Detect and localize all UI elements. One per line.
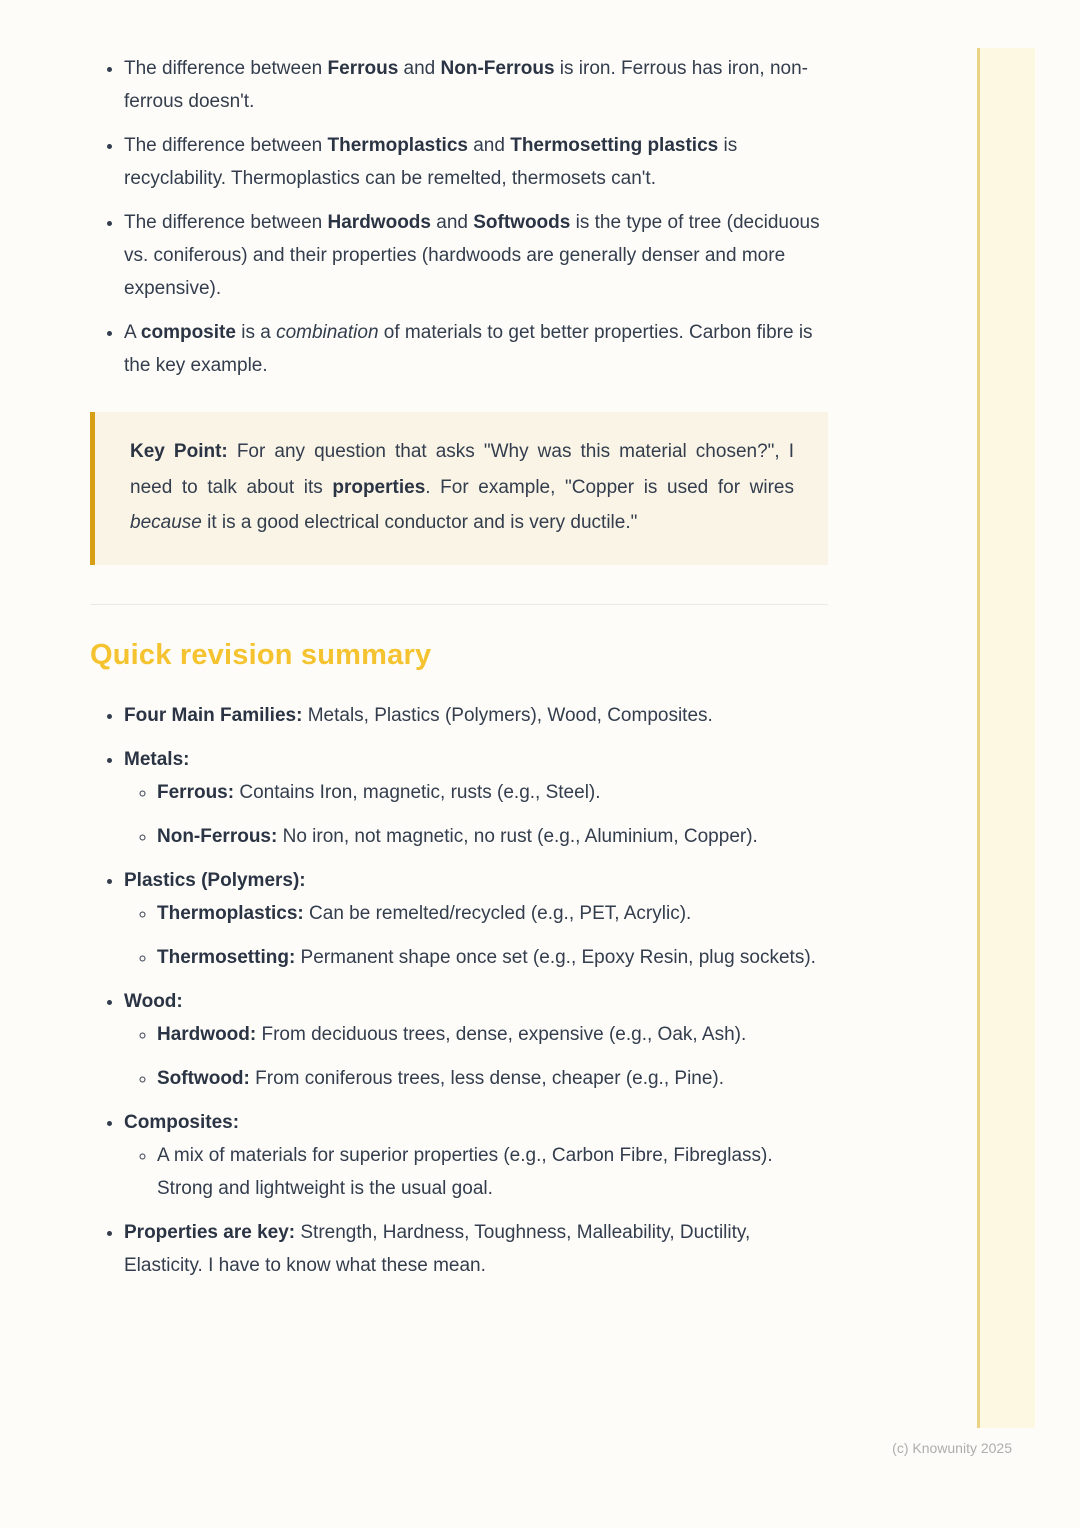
summary-item-sublist xyxy=(124,1139,830,1205)
copyright-footer xyxy=(892,1440,1012,1456)
bullet-item xyxy=(124,206,830,305)
text-segment: Hardwoods xyxy=(327,212,431,233)
sub-list-item xyxy=(157,941,830,974)
text-segment: Contains Iron, magnetic, rusts (e.g., Steel). xyxy=(234,781,601,803)
text-segment: is iron. Ferrous has iron, non-ferrous doesn't. xyxy=(124,58,808,112)
text-segment: is recyclability. Thermoplastics can be remelted, thermosets can't. xyxy=(124,135,738,189)
text-segment: Ferrous: xyxy=(157,781,235,803)
text-segment: composite xyxy=(140,322,236,343)
text-segment: The difference between xyxy=(124,212,328,233)
revision-summary-list xyxy=(90,699,830,1282)
text-segment: and xyxy=(467,135,511,156)
text-segment: Key Point: xyxy=(130,441,228,462)
sub-list-item xyxy=(157,1062,830,1095)
text-segment: and xyxy=(430,212,474,233)
text-segment: Thermoplastics xyxy=(327,135,468,156)
text-segment: The difference between xyxy=(124,58,328,79)
text-segment: From coniferous trees, less dense, cheaper (e.g., Pine). xyxy=(249,1067,725,1089)
key-point-callout xyxy=(90,412,828,565)
key-point-text xyxy=(130,434,794,541)
text-segment: is a xyxy=(235,322,277,343)
text-segment: No iron, not magnetic, no rust (e.g., Aluminium, Copper). xyxy=(277,825,758,847)
text-segment: Softwood: xyxy=(157,1067,250,1089)
text-segment: Permanent shape once set (e.g., Epoxy Resin, plug sockets). xyxy=(295,946,816,968)
summary-item xyxy=(124,1106,830,1205)
sub-list-item xyxy=(157,1139,830,1205)
text-segment: of materials to get better properties. Carbon fibre is the key example. xyxy=(124,322,813,376)
text-segment: Properties are key: xyxy=(124,1221,296,1243)
text-segment: Metals: xyxy=(124,748,190,770)
sub-list-item xyxy=(157,776,830,809)
text-segment: Metals, Plastics (Polymers), Wood, Composites. xyxy=(302,704,713,726)
text-segment: is the type of tree (deciduous vs. coniferous) and their properties (hardwoods are generally denser and more expensive). xyxy=(124,212,820,299)
text-segment: Wood: xyxy=(124,990,183,1012)
text-segment: From deciduous trees, dense, expensive (e.g., Oak, Ash). xyxy=(256,1023,747,1045)
text-segment: it is a good electrical conductor and is very ductile." xyxy=(201,512,638,533)
text-segment: Thermosetting: xyxy=(157,946,296,968)
text-segment: Thermoplastics: xyxy=(157,902,304,924)
text-segment: properties xyxy=(332,476,426,498)
text-segment: Ferrous xyxy=(327,58,399,79)
text-segment: A xyxy=(124,322,141,343)
summary-item xyxy=(124,1216,830,1282)
sub-list-item xyxy=(157,820,830,853)
differences-list xyxy=(90,52,830,382)
text-segment: Hardwood: xyxy=(157,1023,257,1045)
summary-item xyxy=(124,743,830,853)
text-segment: Plastics (Polymers): xyxy=(124,869,306,891)
summary-item-sublist xyxy=(124,897,830,974)
text-segment: Non-Ferrous xyxy=(440,58,555,79)
summary-item xyxy=(124,699,830,732)
text-segment: Strength, Hardness, Toughness, Malleability, Ductility, Elasticity. I have to know what these mean. xyxy=(124,1221,751,1276)
summary-heading: Quick revision summary xyxy=(90,638,432,671)
section-divider xyxy=(90,604,828,605)
sub-list-item xyxy=(157,897,830,930)
text-segment: Composites: xyxy=(124,1111,240,1133)
text-segment: A mix of materials for superior properties (e.g., Carbon Fibre, Fibreglass). Strong and lightweight is the usual goal. xyxy=(157,1144,773,1199)
right-accent-stripe xyxy=(977,48,1035,1428)
sub-list-item xyxy=(157,1018,830,1051)
text-segment: . For example, "Copper is used for wires xyxy=(425,476,794,498)
text-segment: and xyxy=(398,58,441,79)
text-segment: combination xyxy=(276,322,379,343)
copyright-text: (c) Knowunity 2025 xyxy=(892,1440,1012,1456)
bullet-item xyxy=(124,316,830,382)
text-segment: Thermosetting plastics xyxy=(510,135,719,156)
summary-item xyxy=(124,985,830,1095)
bullet-item xyxy=(124,129,830,195)
text-segment: because xyxy=(130,512,202,533)
bullet-item xyxy=(124,52,830,118)
text-segment: Can be remelted/recycled (e.g., PET, Acrylic). xyxy=(303,902,692,924)
text-segment: Softwoods xyxy=(473,212,571,233)
notes-content xyxy=(90,0,830,1293)
summary-item-sublist xyxy=(124,776,830,853)
text-segment: Four Main Families: xyxy=(124,704,303,726)
summary-item xyxy=(124,864,830,974)
text-segment: The difference between xyxy=(124,135,328,156)
text-segment: For any question that asks "Why was this material chosen?", I need to talk about its xyxy=(130,441,795,498)
summary-item-sublist xyxy=(124,1018,830,1095)
text-segment: Non-Ferrous: xyxy=(157,825,278,847)
